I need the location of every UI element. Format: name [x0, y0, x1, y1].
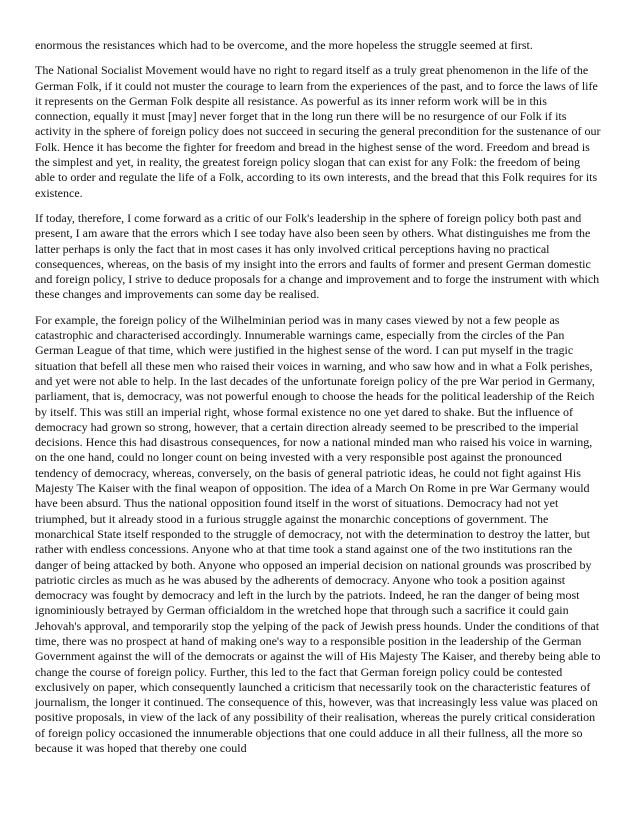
paragraph-continuation: enormous the resistances which had to be overcome, and the more hopeless the struggle seemed at first.	[35, 38, 533, 52]
paragraph-critic-of-leadership: If today, therefore, I come forward as a critic of our Folk's leadership in the sphere of foreign policy both past and present, I am aware that the errors which I see today have also been seen by others. What distinguishes me from the latter perhaps is only the fact that in most cases it has only involved critical perceptions having no practical consequences, whereas, on the basis of my insight into the errors and faults of former and present German domestic and foreign policy, I strive to deduce proposals for a change and improvement and to forge the instrument with which these changes and improvements can some day be realised.	[35, 210, 600, 302]
paragraph-wilhelminian-period: For example, the foreign policy of the Wilhelminian period was in many cases viewed by not a few people as catastrophic and characterised accordingly. Innumerable warnings came, especially from the circles of the Pan German League of that time, which were justified in the highest sense of the word. I can put myself in the tragic situation that befell all these men who raised their voices in warning, and who saw how and in what a Folk perishes, and yet were not able to help. In the last decades of the unfortunate foreign policy of the pre War period in Germany, parliament, that is, democracy, was not powerful enough to choose the heads for the political leadership of the Reich by itself. This was still an imperial right, whose formal existence no one yet dared to shake. But the influence of democracy had grown so strong, however, that a certain direction already seemed to be prescribed to the imperial decisions. Hence this had disastrous consequences, for now a national minded man who raised his voice in warning, on the one hand, could no longer count on being invested with a very responsible post against the pronounced tendency of democracy, whereas, conversely, on the basis of general patriotic ideas, he could not fight against His Majesty The Kaiser with the final weapon of opposition. The idea of a March On Rome in pre War Germany would have been absurd. Thus the national opposition found itself in the worst of situations. Democracy had not yet triumphed, but it already stood in a furious struggle against the monarchic conceptions of government. The monarchical State itself responded to the struggle of democracy, not with the determination to destroy the latter, but rather with endless concessions. Anyone who at that time took a stand against one of the two institutions ran the danger of being attacked by both. Anyone who opposed an imperial decision on national grounds was proscribed by patriotic circles as much as he was abused by the adherents of democracy. Anyone who took a position against democracy was fought by democracy and left in the lurch by the patriots. Indeed, he ran the danger of being most ignominiously betrayed by German officialdom in the wretched hope that through such a sacrifice it could gain Jehovah's approval, and temporarily stop the yelping of the pack of Jewish press hounds. Under the conditions of that time, there was no prospect at hand of making one's way to a responsible position in the leadership of the German Government against the will of the democrats or against the will of His Majesty The Kaiser, and thereby being able to change the course of foreign policy. Further, this led to the fact that German foreign policy could be contested exclusively on paper, which consequently launched a criticism that necessarily took on the characteristic features of journalism, the longer it continued. The consequence of this, however, was that increasingly less value was placed on positive proposals, in view of the lack of any possibility of their realisation, whereas the purely critical consideration of foreign policy occasioned the innumerable objections that one could adduce in all their fullness, all the more so because it was hoped that thereby one could	[35, 312, 601, 756]
document-page	[35, 38, 603, 756]
paragraph-national-socialist-movement: The National Socialist Movement would have no right to regard itself as a truly great phenomenon in the life of the German Folk, if it could not muster the courage to learn from the experiences of the past, and to force the laws of life it represents on the German Folk despite all resistance. As powerful as its inner reform work will be in this connection, equally it must [may] never forget that in the long run there will be no resurgence of our Folk if its activity in the sphere of foreign policy does not succeed in securing the general precondition for the sustenance of our Folk. Hence it has become the fighter for freedom and bread in the highest sense of the word. Freedom and bread is the simplest and yet, in reality, the greatest foreign policy slogan that can exist for any Folk: the freedom of being able to order and regulate the life of a Folk, according to its own interests, and the bread that this Folk requires for its existence.	[35, 63, 601, 200]
